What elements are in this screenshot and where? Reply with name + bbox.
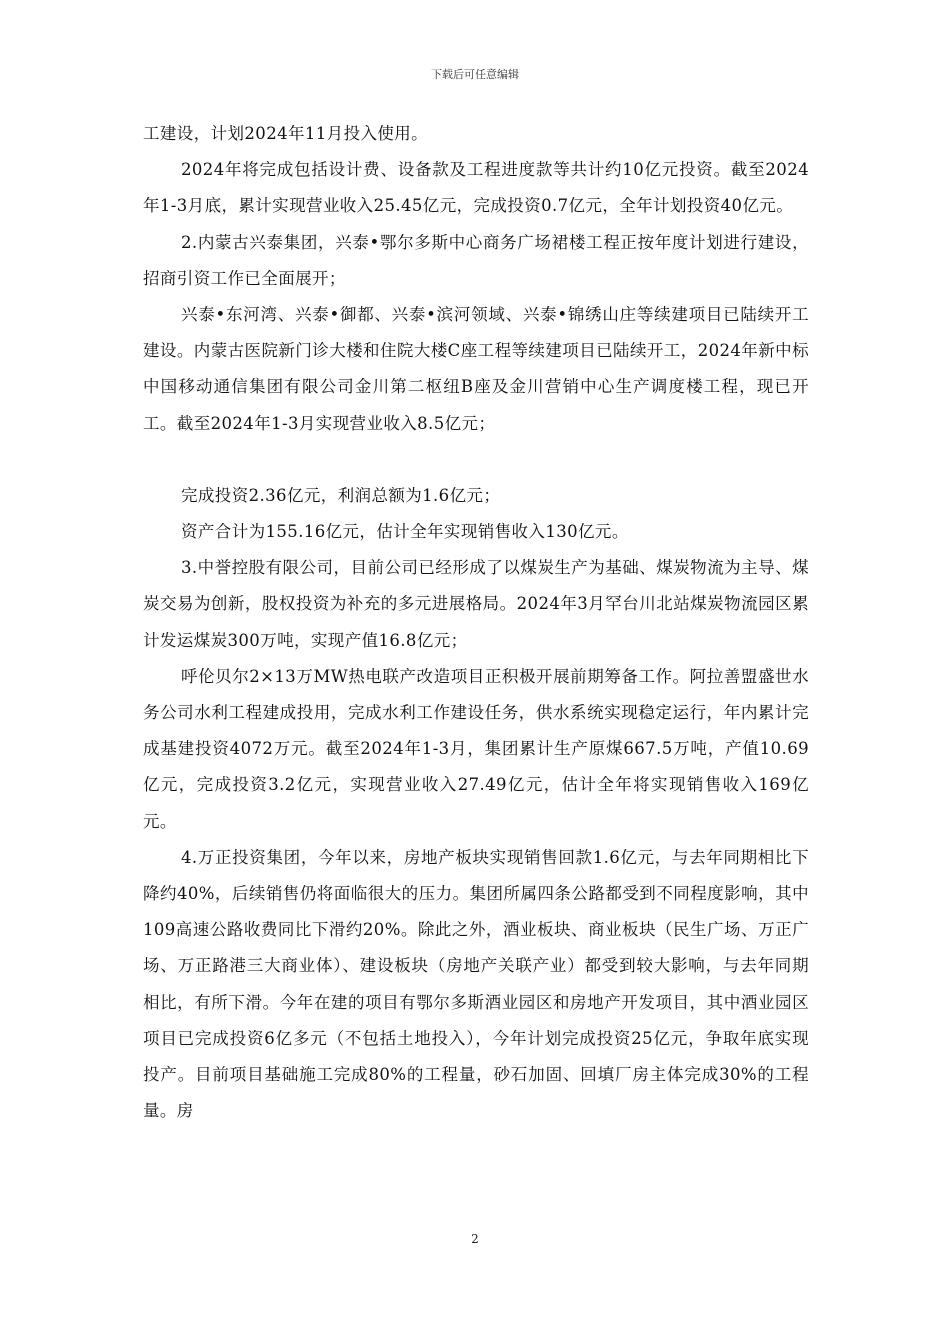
- paragraph: 资产合计为155.16亿元，估计全年实现销售收入130亿元。: [181, 522, 629, 542]
- paragraph: 工建设，计划2024年11月投入使用。: [143, 124, 429, 143]
- paragraph: 呼伦贝尔2×13万MW热电联产改造项目正积极开展前期筹备工作。阿拉善盟盛世水务公司水利工程建成投用，完成水利工作建设任务，供水系统实现稳定运行，年内累计完成基建投资4072万元。截至2024年1-3月，集团累计生产原煤667.5万吨，产值10.69亿元，完成投资3.2亿元，实现营业收入27.49亿元，估计全年将实现销售收入169亿元。: [143, 666, 809, 831]
- page-header: 下载后可任意编辑: [431, 68, 519, 81]
- paragraph: 兴泰•东河湾、兴泰•御都、兴泰•滨河领域、兴泰•锦绣山庄等续建项目已陆续开工建设。内蒙古医院新门诊大楼和住院大楼C座工程等续建项目已陆续开工，2024年新中标中国移动通信集团有限公司金川第二枢纽B座及金川营销中心生产调度楼工程，现已开工。截至2024年1-3月实现营业收入8.5亿元；: [143, 305, 809, 433]
- paragraph: 完成投资2.36亿元，利润总额为1.6亿元；: [181, 485, 501, 505]
- page-number: 2: [471, 1232, 479, 1246]
- document-body: [143, 116, 809, 1129]
- paragraph: 2024年将完成包括设计费、设备款及工程进度款等共计约10亿元投资。截至2024年1-3月底，累计实现营业收入25.45亿元，完成投资0.7亿元，全年计划投资40亿元。: [143, 160, 809, 216]
- paragraph: 3.中誉控股有限公司，目前公司已经形成了以煤炭生产为基础、煤炭物流为主导、煤炭交易为创新，股权投资为补充的多元进展格局。2024年3月罕台川北站煤炭物流园区累计发运煤炭300万吨，实现产值16.8亿元；: [143, 558, 809, 650]
- paragraph: 4.万正投资集团，今年以来，房地产板块实现销售回款1.6亿元，与去年同期相比下降约40%，后续销售仍将面临很大的压力。集团所属四条公路都受到不同程度影响，其中109高速公路收费同比下滑约20%。除此之外，酒业板块、商业板块（民生广场、万正广场、万正路港三大商业体）、建设板块（房地产关联产业）都受到较大影响，与去年同期相比，有所下滑。今年在建的项目有鄂尔多斯酒业园区和房地产开发项目，其中酒业园区项目已完成投资6亿多元（不包括土地投入），今年计划完成投资25亿元，争取年底实现投产。目前项目基础施工完成80%的工程量，砂石加固、回填厂房主体完成30%的工程量。房: [143, 847, 809, 1121]
- paragraph: 2.内蒙古兴泰集团，兴泰•鄂尔多斯中心商务广场裙楼工程正按年度计划进行建设，招商引资工作已全面展开；: [143, 232, 809, 288]
